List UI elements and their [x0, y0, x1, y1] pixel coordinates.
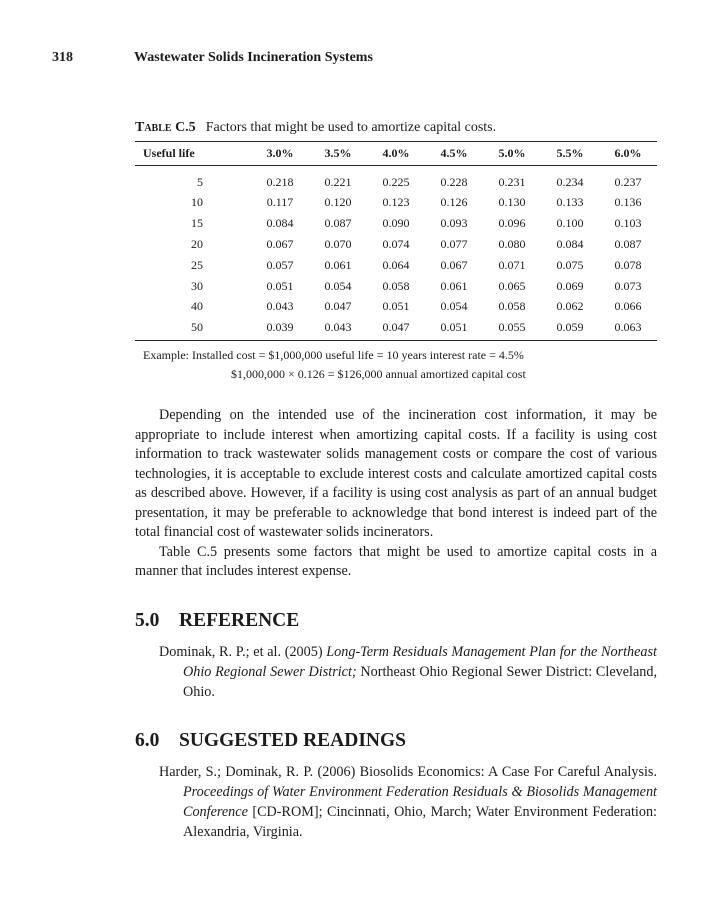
- factor-cell: 0.065: [498, 278, 526, 293]
- factor-cell: 0.069: [556, 278, 584, 293]
- useful-life-cell: 20: [191, 236, 203, 251]
- factor-cell: 0.043: [309, 317, 367, 340]
- table-row: [135, 166, 657, 193]
- example-line-1: Example: Installed cost = $1,000,000 useful life = 10 years interest rate = 4.5%: [143, 348, 524, 363]
- factor-cell: 0.058: [498, 299, 526, 314]
- factor-cell: 0.051: [382, 299, 410, 314]
- factor-cell: 0.084: [556, 236, 584, 251]
- table-row: [135, 317, 657, 340]
- factor-cell: 0.039: [251, 317, 309, 340]
- factor-cell: 0.136: [614, 194, 642, 209]
- factor-cell: 0.043: [266, 299, 294, 314]
- reference-section: [135, 610, 657, 702]
- column-header-useful-life: Useful life: [135, 142, 251, 166]
- suggested-readings-section: [135, 730, 657, 842]
- factor-cell: 0.228: [440, 174, 468, 189]
- useful-life-cell: 15: [191, 215, 203, 230]
- factor-cell: 0.237: [614, 174, 642, 189]
- table-row: [135, 276, 657, 297]
- factor-cell: 0.051: [425, 317, 483, 340]
- table-row: [135, 192, 657, 213]
- useful-life-cell: 50: [135, 317, 251, 340]
- factor-cell: 0.084: [266, 215, 294, 230]
- reading-publisher: [CD-ROM]; Cincinnati, Ohio, March; Water Environment Federation: Alexandria, Virginia.: [183, 804, 657, 840]
- factor-cell: 0.057: [266, 257, 294, 272]
- example-line-2: $1,000,000 × 0.126 = $126,000 annual amortized capital cost: [231, 367, 526, 382]
- body-paragraph-2: Table C.5 presents some factors that might be used to amortize capital costs in a manner that includes interest expense.: [135, 543, 657, 579]
- factor-cell: 0.090: [382, 215, 410, 230]
- factor-cell: 0.059: [541, 317, 599, 340]
- factor-cell: 0.133: [556, 194, 584, 209]
- table-example: [135, 346, 657, 384]
- factor-cell: 0.061: [324, 257, 352, 272]
- book-title: Wastewater Solids Incineration Systems: [134, 50, 373, 65]
- factor-cell: 0.061: [440, 278, 468, 293]
- table-row: [135, 255, 657, 276]
- section-number: 5.0: [135, 610, 160, 631]
- useful-life-cell: 25: [191, 257, 203, 272]
- factor-cell: 0.117: [266, 194, 294, 209]
- factor-cell: 0.051: [266, 278, 294, 293]
- useful-life-cell: 5: [197, 174, 203, 189]
- section-title: REFERENCE: [179, 610, 300, 631]
- factor-cell: 0.077: [440, 236, 468, 251]
- factor-cell: 0.071: [498, 257, 526, 272]
- ref-title: Long-Term Residuals Management Plan for the Northeast Ohio Regional Sewer District;: [183, 644, 657, 680]
- reading-title: Proceedings of Water Environment Federation Residuals & Biosolids Management Conference: [183, 784, 657, 820]
- ref-authors: Dominak, R. P.; et al. (2005): [159, 644, 327, 660]
- column-header-rate: 6.0%: [599, 142, 657, 166]
- factor-cell: 0.234: [556, 174, 584, 189]
- column-header-rate: 5.0%: [483, 142, 541, 166]
- factor-cell: 0.064: [382, 257, 410, 272]
- factor-cell: 0.221: [324, 174, 352, 189]
- body-paragraph-1: Depending on the intended use of the incineration cost information, it may be appropriate to include interest when amortizing capital costs. If a facility is using cost information to track wastewater solids management costs or compare the cost of various technologies, it is acceptable to exclude interest costs and calculate amortized capital costs as described above. However, if a facility is using cost analysis as part of an annual budget presentation, it may be preferable to acknowledge that bond interest is indeed part of the total financial cost of wastewater solids incinerators.: [135, 407, 657, 540]
- table-header-row: [135, 142, 657, 166]
- amortization-table-block: [135, 120, 657, 384]
- amortization-table: [135, 141, 657, 341]
- factor-cell: 0.078: [614, 257, 642, 272]
- factor-cell: 0.067: [440, 257, 468, 272]
- factor-cell: 0.126: [440, 194, 468, 209]
- factor-cell: 0.058: [382, 278, 410, 293]
- section-heading-reference: [135, 610, 657, 632]
- useful-life-cell: 40: [191, 299, 203, 314]
- factor-cell: 0.087: [614, 236, 642, 251]
- factor-cell: 0.066: [614, 299, 642, 314]
- factor-cell: 0.087: [324, 215, 352, 230]
- factor-cell: 0.103: [614, 215, 642, 230]
- reference-entry: [135, 642, 657, 702]
- column-header-rate: 3.0%: [251, 142, 309, 166]
- factor-cell: 0.047: [324, 299, 352, 314]
- useful-life-cell: 10: [191, 194, 203, 209]
- table-row: [135, 234, 657, 255]
- table-row: [135, 213, 657, 234]
- column-header-rate: 5.5%: [541, 142, 599, 166]
- table-body: [135, 166, 657, 341]
- factor-cell: 0.054: [324, 278, 352, 293]
- section-title: SUGGESTED READINGS: [179, 730, 407, 751]
- table-caption: [135, 120, 657, 136]
- factor-cell: 0.074: [382, 236, 410, 251]
- factor-cell: 0.130: [498, 194, 526, 209]
- column-header-rate: 4.5%: [425, 142, 483, 166]
- factor-cell: 0.073: [614, 278, 642, 293]
- section-heading-readings: [135, 730, 657, 752]
- factor-cell: 0.100: [556, 215, 584, 230]
- factor-cell: 0.075: [556, 257, 584, 272]
- table-row: [135, 296, 657, 317]
- factor-cell: 0.218: [266, 174, 294, 189]
- table-label: Table C.5: [135, 120, 196, 135]
- factor-cell: 0.047: [367, 317, 425, 340]
- factor-cell: 0.070: [324, 236, 352, 251]
- ref-publisher: Northeast Ohio Regional Sewer District: Cleveland, Ohio.: [183, 664, 657, 700]
- reading-entry: [135, 762, 657, 842]
- useful-life-cell: 30: [191, 278, 203, 293]
- factor-cell: 0.123: [382, 194, 410, 209]
- factor-cell: 0.093: [440, 215, 468, 230]
- page-number: 318: [52, 50, 73, 65]
- reading-authors: Harder, S.; Dominak, R. P. (2006) Biosolids Economics: A Case For Careful Analysis.: [159, 764, 657, 780]
- factor-cell: 0.080: [498, 236, 526, 251]
- factor-cell: 0.055: [483, 317, 541, 340]
- column-header-rate: 3.5%: [309, 142, 367, 166]
- factor-cell: 0.120: [324, 194, 352, 209]
- factor-cell: 0.231: [498, 174, 526, 189]
- factor-cell: 0.054: [440, 299, 468, 314]
- running-header: [52, 50, 373, 66]
- factor-cell: 0.225: [382, 174, 410, 189]
- column-header-rate: 4.0%: [367, 142, 425, 166]
- factor-cell: 0.067: [266, 236, 294, 251]
- factor-cell: 0.063: [599, 317, 657, 340]
- factor-cell: 0.096: [498, 215, 526, 230]
- factor-cell: 0.062: [556, 299, 584, 314]
- body-text: [135, 406, 657, 582]
- table-caption-text: Factors that might be used to amortize capital costs.: [205, 120, 497, 135]
- section-number: 6.0: [135, 730, 160, 751]
